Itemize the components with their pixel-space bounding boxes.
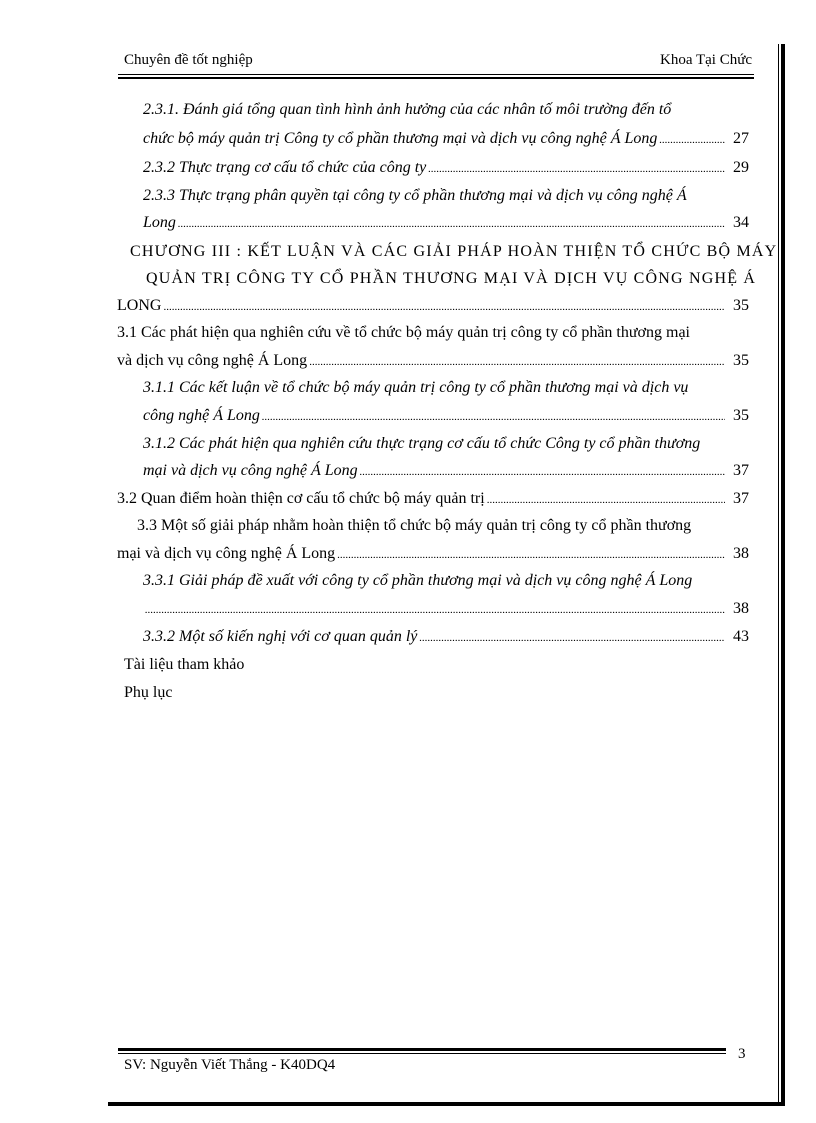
- toc-entry-text: Long: [143, 214, 176, 231]
- footer-rule: [118, 1053, 726, 1054]
- toc-entry-3-1-2-line1: 3.1.2 Các phát hiện qua nghiên cứu thực trạng cơ cấu tổ chức Công ty cổ phần thương: [143, 435, 701, 452]
- header-department: Khoa Tại Chức: [660, 52, 752, 68]
- toc-entry-3-1-1-line1: 3.1.1 Các kết luận về tổ chức bộ máy quản trị công ty cổ phần thương mại và dịch vụ: [143, 379, 689, 396]
- toc-entry-3-1-1: [143, 404, 749, 429]
- toc-page-number: 35: [733, 297, 749, 314]
- toc-entry-2-3-2: [143, 156, 749, 181]
- toc-page-number: 34: [733, 214, 749, 231]
- toc-chapter-3: [117, 294, 749, 319]
- toc-leader-dots: [337, 543, 725, 567]
- toc-entry-3-3-1-line1: 3.3.1 Giải pháp đề xuất với công ty cổ phần thương mại và dịch vụ công nghệ Á Long: [143, 572, 693, 589]
- toc-entry-3-3: [117, 542, 749, 567]
- toc-entry-3-3-2: [143, 625, 749, 650]
- toc-leader-dots: [360, 460, 725, 484]
- toc-leader-dots: [178, 212, 725, 236]
- toc-entry-text: LONG: [117, 297, 162, 314]
- toc-leader-dots: [262, 405, 725, 429]
- page-header: [124, 52, 752, 74]
- header-rule: [118, 74, 754, 75]
- toc-entry-2-3-1-line1: 2.3.1. Đánh giá tổng quan tình hình ảnh hưởng của các nhân tố môi trường đến tổ: [143, 101, 672, 118]
- toc-chapter-3-line1: CHƯƠNG III : KẾT LUẬN VÀ CÁC GIẢI PHÁP HOÀN THIỆN TỔ CHỨC BỘ MÁY: [130, 243, 778, 260]
- toc-references: Tài liệu tham khảo: [124, 656, 245, 673]
- toc-leader-dots: [163, 295, 725, 319]
- toc-entry-2-3-3-line1: 2.3.3 Thực trạng phân quyền tại công ty cổ phần thương mại và dịch vụ công nghệ Á: [143, 187, 687, 204]
- toc-page-number: 29: [733, 159, 749, 176]
- toc-entry-3-2: [117, 487, 749, 512]
- toc-entry-3-1: [117, 349, 749, 374]
- toc-entry-text: mại và dịch vụ công nghệ Á Long: [117, 545, 336, 562]
- toc-chapter-3-line2: QUẢN TRỊ CÔNG TY CỔ PHẦN THƯƠNG MẠI VÀ DỊCH VỤ CÔNG NGHỆ Á: [146, 270, 757, 287]
- footer-rule-thick: [118, 1048, 726, 1051]
- toc-entry-text: công nghệ Á Long: [143, 407, 260, 424]
- toc-entry-text: mại và dịch vụ công nghệ Á Long: [143, 462, 358, 479]
- toc-entry-text: chức bộ máy quản trị Công ty cổ phần thương mại và dịch vụ công nghệ Á Long: [143, 130, 658, 147]
- toc-leader-dots: [487, 488, 725, 512]
- toc-entry-text: và dịch vụ công nghệ Á Long: [117, 352, 308, 369]
- toc-entry-text: 3.2 Quan điểm hoàn thiện cơ cấu tổ chức bộ máy quản trị: [117, 490, 485, 507]
- toc-page-number: 35: [733, 352, 749, 369]
- header-title: Chuyên đề tốt nghiệp: [124, 52, 253, 68]
- toc-entry-3-1-2: [143, 459, 749, 484]
- toc-entry-text: 2.3.2 Thực trạng cơ cấu tổ chức của công ty: [143, 159, 427, 176]
- toc-page-number: 38: [733, 545, 749, 562]
- footer-student: SV: Nguyễn Viết Thắng - K40DQ4: [124, 1057, 336, 1073]
- toc-entry-3-3-line1: 3.3 Một số giải pháp nhằm hoàn thiện tổ chức bộ máy quản trị công ty cổ phần thương: [137, 517, 692, 534]
- page-border-right-thin: [778, 44, 779, 1104]
- toc-page-number: 35: [733, 407, 749, 424]
- toc-page-number: 38: [733, 600, 749, 617]
- header-rule-thick: [118, 77, 754, 79]
- toc-entry-3-3-1: [143, 597, 749, 622]
- toc-leader-dots: [419, 626, 725, 650]
- toc-page-number: 43: [733, 628, 749, 645]
- toc-entry-3-1-line1: 3.1 Các phát hiện qua nghiên cứu về tổ chức bộ máy quản trị công ty cổ phần thương mại: [117, 324, 690, 341]
- toc-entry-text: 3.3.2 Một số kiến nghị với cơ quan quản lý: [143, 628, 418, 645]
- toc-leader-dots: [309, 350, 725, 374]
- toc-page-number: 37: [733, 490, 749, 507]
- page-border-right: [781, 44, 785, 1106]
- page-border-bottom: [108, 1102, 785, 1106]
- toc-appendix: Phụ lục: [124, 684, 173, 701]
- toc-leader-dots: [145, 598, 725, 622]
- toc-entry-2-3-1: [143, 127, 749, 152]
- toc-leader-dots: [428, 157, 725, 181]
- toc-page-number: 27: [733, 130, 749, 147]
- toc-page-number: 37: [733, 462, 749, 479]
- toc-entry-2-3-3: [143, 211, 749, 236]
- page-number: 3: [738, 1046, 746, 1062]
- toc-leader-dots: [659, 128, 725, 152]
